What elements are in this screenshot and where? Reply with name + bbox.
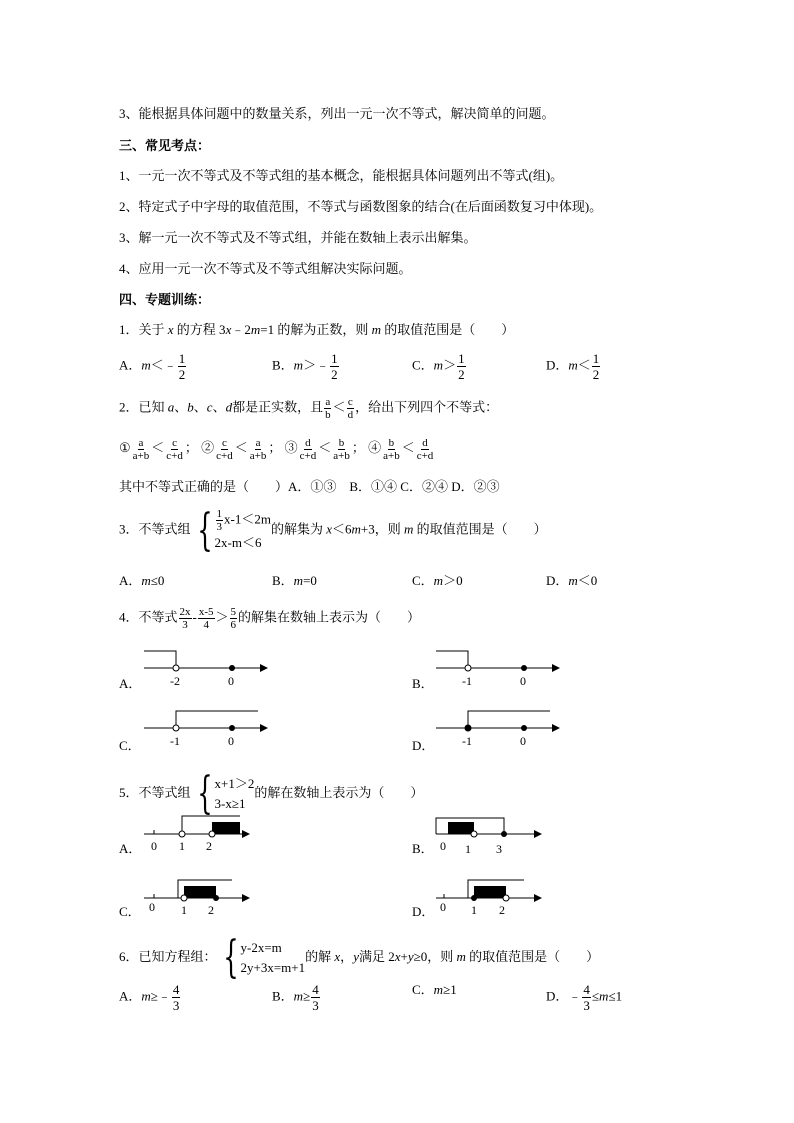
solution-range-bracket [144,651,176,668]
tick-label: 0 [149,900,155,914]
question-2-inequalities [119,437,435,462]
inequality-1: ① $\frac{a}{a+b}$ ＜ $\frac{c}{c+d}$ ； [119,437,198,462]
question-5-number-line-a[interactable] [140,812,252,854]
solid-point [229,725,235,731]
axis-arrow [242,830,250,838]
open-point [471,831,477,837]
key-point-1: 1、一元一次不等式及不等式组的基本概念，能根据具体问题列出不等式(组)。 [119,168,564,183]
question-6-stem: 6．已知方程组： { y-2x=m 2y+3x=m+1 的解 x，y满足 2x+y≥0，则 m 的取值范围是（ ） [119,932,600,983]
inequality-4: ④ $\frac{b}{a+b}$ ＜ $\frac{d}{c+d}$ [368,437,434,462]
tick-label: 2 [499,903,505,917]
tick-label: 0 [151,839,157,853]
key-point-2: 2、特定式子中字母的取值范围，不等式与函数图象的结合(在后面函数复习中体现)。 [119,199,603,214]
axis-arrow [534,894,542,902]
open-point [209,831,215,837]
solid-point-left [465,725,471,731]
solid-point [521,665,527,671]
question-1-option-c[interactable]: C．m＞ $\frac{1}{2}$ [412,351,465,382]
question-5-option-b-label[interactable]: B． [412,841,434,856]
axis-arrow [260,664,268,672]
tick-label: 0 [440,839,446,853]
shaded-region [212,822,240,834]
solid-point [501,831,507,837]
equation-system: { y-2x=m 2y+3x=m+1 [222,932,306,983]
question-4-number-line-b[interactable] [432,648,562,690]
key-point-4: 4、应用一元一次不等式及不等式组解决实际问题。 [119,261,412,276]
question-5-number-line-b[interactable] [432,812,544,854]
question-4-option-b-label[interactable]: B． [412,676,434,691]
question-3-option-d[interactable]: D．m＜0 [546,573,598,588]
objective-3: 3、能根据具体问题中的数量关系，列出一元一次不等式，解决简单的问题。 [119,106,555,121]
question-1-option-d[interactable]: D．m＜ $\frac{1}{2}$ [546,351,600,382]
question-3-stem: 3．不等式组 { $\frac{1}{3}$ x-1＜2m 2x-m＜6 的解集为 x＜6m+3，则 m 的取值范围是（ ） [119,504,547,556]
question-4-number-line-d[interactable] [432,708,562,750]
inequality-system: { $\frac{1}{3}$ x-1＜2m 2x-m＜6 [196,504,271,556]
tick-label-left: -2 [170,674,180,688]
tick-label-right: 0 [228,734,234,748]
solid-point-right [521,725,527,731]
question-4-stem: 4．不等式 $\frac{2x}{3}$ - $\frac{x-5}{4}$ ＞ $\frac{5}{6}$ 的解集在数轴上表示为（ ） [119,606,421,631]
open-point [181,895,187,901]
question-3-option-a[interactable]: A．m≤0 [119,573,165,588]
tick-label-left: -1 [462,734,472,748]
solid-point [471,895,477,901]
question-2-options[interactable]: 其中不等式正确的是（ ）A．①③ B．①④ C．②④ D．②③ [119,479,500,494]
question-4-option-c-label[interactable]: C． [119,738,141,753]
solution-range-bracket [176,711,258,728]
tick-label: 1 [179,839,185,853]
question-5-option-d-label[interactable]: D． [412,904,435,919]
open-point [173,725,179,731]
question-3-option-b[interactable]: B．m=0 [272,573,317,588]
axis-arrow [534,830,542,838]
tick-label-left: -1 [170,734,180,748]
axis-arrow [260,724,268,732]
solution-range-bracket [468,711,550,728]
tick-label: 3 [496,842,502,856]
tick-label-right: 0 [520,734,526,748]
tick-label-left: -1 [462,674,472,688]
question-5-stem: 5．不等式组 { x+1＞2 3-x≥1 的解在数轴上表示为（ ） [119,768,424,819]
open-point [173,665,179,671]
question-4-option-a-label[interactable]: A． [119,676,142,691]
question-4-option-d-label[interactable]: D． [412,738,435,753]
section-3-heading: 三、常见考点： [119,138,211,153]
solid-point [213,895,219,901]
question-1-stem: 1．关于 x 的方程 3x﹣2m=1 的解为正数，则 m 的取值范围是（ ） [119,322,515,337]
question-6-option-b[interactable]: B．m≥ $\frac{4}{3}$ [272,982,319,1013]
question-4-number-line-a[interactable] [140,648,270,690]
solution-range-bracket [436,651,468,668]
question-6-option-c[interactable]: C．m≥1 [412,982,457,997]
tick-label: 0 [440,900,446,914]
question-2-stem: 2．已知 a、b、c、d都是正实数，且 $\frac{a}{b}$ ＜ $\frac{c}{d}$ ，给出下列四个不等式： [119,396,499,421]
question-1-option-b[interactable]: B．m＞﹣ $\frac{1}{2}$ [272,351,338,382]
shaded-region [448,822,474,834]
question-5-option-a-label[interactable]: A． [119,841,142,856]
question-6-option-a[interactable]: A．m≥﹣ $\frac{4}{3}$ [119,982,180,1013]
tick-label: 1 [465,842,471,856]
inequality-system: { x+1＞2 3-x≥1 [196,768,255,819]
tick-label: 2 [206,839,212,853]
section-4-heading: 四、专题训练： [119,292,211,307]
question-6-option-d[interactable]: D．﹣ $\frac{4}{3}$ ≤m≤1 [546,982,623,1013]
tick-label-right: 0 [520,674,526,688]
tick-label: 2 [208,903,214,917]
solid-point [229,665,235,671]
shaded-region [474,886,506,898]
open-point [179,831,185,837]
open-point [503,895,509,901]
question-1-option-a[interactable]: A．m＜﹣ $\frac{1}{2}$ [119,351,186,382]
axis-arrow [552,724,560,732]
axis-arrow [552,664,560,672]
question-5-option-c-label[interactable]: C． [119,904,141,919]
open-point [465,665,471,671]
tick-label: 1 [471,903,477,917]
question-3-option-c[interactable]: C．m＞0 [412,573,463,588]
tick-label-right: 0 [228,674,234,688]
question-4-number-line-c[interactable] [140,708,270,750]
axis-arrow [242,894,250,902]
question-5-number-line-d[interactable] [432,874,544,916]
shaded-region [184,886,216,898]
inequality-2: ② $\frac{c}{c+d}$ ＜ $\frac{a}{a+b}$ ； [201,437,282,462]
key-point-3: 3、解一元一次不等式及不等式组，并能在数轴上表示出解集。 [119,230,477,245]
tick-label: 1 [181,903,187,917]
inequality-3: ③ $\frac{d}{c+d}$ ＜ $\frac{b}{a+b}$ ； [284,437,365,462]
question-5-number-line-c[interactable] [140,874,252,916]
